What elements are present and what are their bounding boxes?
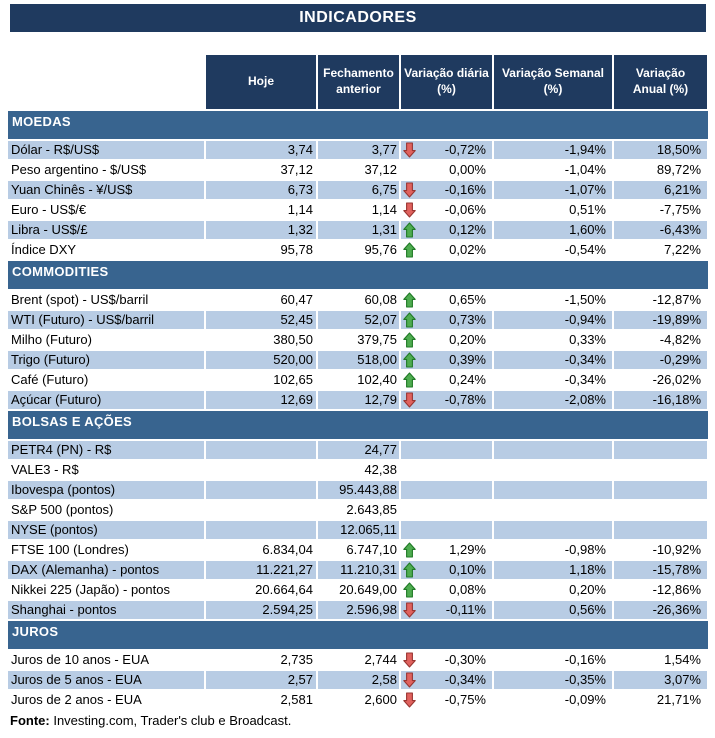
- up-arrow-icon: [403, 222, 416, 238]
- weekly-variation-value: -1,04%: [564, 162, 606, 177]
- hoje-value: 52,45: [206, 311, 316, 329]
- row-label: Juros de 2 anos - EUA: [11, 692, 142, 707]
- row-label: Shanghai - pontos: [8, 601, 204, 619]
- page-title: INDICADORES: [10, 4, 706, 32]
- down-arrow-icon: [403, 142, 416, 158]
- up-arrow-icon: [403, 562, 416, 578]
- row-label: Ibovespa (pontos): [8, 481, 204, 499]
- table-row: [8, 481, 708, 499]
- down-arrow-icon: [403, 202, 416, 218]
- weekly-variation-value: 0,56%: [494, 601, 612, 619]
- weekly-variation-value: -0,98%: [564, 542, 606, 557]
- row-label: Nikkei 225 (Japão) - pontos: [11, 582, 170, 597]
- up-arrow-icon: [403, 312, 416, 328]
- weekly-variation-value: 1,18%: [494, 561, 612, 579]
- daily-variation-value: -0,78%: [444, 392, 486, 407]
- fechamento-value: 1,14: [371, 202, 397, 217]
- weekly-variation-value: -0,09%: [564, 692, 606, 707]
- daily-variation-cell: [401, 141, 492, 159]
- weekly-variation-value: -1,07%: [494, 181, 612, 199]
- table-row: [8, 501, 708, 519]
- weekly-variation-value: -0,34%: [494, 351, 612, 369]
- daily-variation-value: -0,75%: [444, 692, 486, 707]
- daily-variation-cell: [401, 331, 492, 349]
- row-label: FTSE 100 (Londres): [11, 542, 129, 557]
- down-arrow-icon: [403, 602, 416, 618]
- row-label: DAX (Alemanha) - pontos: [8, 561, 204, 579]
- weekly-variation-value: -1,50%: [564, 292, 606, 307]
- weekly-variation-value: [494, 441, 612, 459]
- hoje-value: 6,73: [206, 181, 316, 199]
- up-arrow-icon: [403, 582, 416, 598]
- fechamento-value: 379,75: [357, 332, 397, 347]
- daily-variation-cell: [401, 441, 492, 459]
- annual-variation-value: -15,78%: [614, 561, 707, 579]
- weekly-variation-value: 1,60%: [494, 221, 612, 239]
- hoje-value: 2.594,25: [206, 601, 316, 619]
- hoje-value: 60,47: [280, 292, 313, 307]
- row-label: Juros de 10 anos - EUA: [11, 652, 150, 667]
- annual-variation-value: [614, 461, 707, 479]
- hoje-value: 20.664,64: [255, 582, 313, 597]
- daily-variation-value: 0,73%: [449, 312, 486, 327]
- daily-variation-value: 0,08%: [449, 582, 486, 597]
- annual-variation-value: -4,82%: [659, 332, 701, 347]
- weekly-variation-value: -0,54%: [564, 242, 606, 257]
- daily-variation-cell: [401, 561, 492, 579]
- fechamento-value: 24,77: [318, 441, 399, 459]
- hoje-value: [206, 481, 316, 499]
- column-header-variacao-semanal: [494, 55, 612, 109]
- label-column-spacer: [8, 55, 204, 109]
- hoje-value: 12,69: [206, 391, 316, 409]
- annual-variation-value: 18,50%: [614, 141, 707, 159]
- fechamento-value: 12,79: [318, 391, 399, 409]
- annual-variation-value: -6,43%: [614, 221, 707, 239]
- down-arrow-icon: [403, 692, 416, 708]
- table-row: [8, 561, 708, 579]
- fechamento-value: 12.065,11: [318, 521, 399, 539]
- daily-variation-value: 0,24%: [449, 372, 486, 387]
- row-label: Trigo (Futuro): [8, 351, 204, 369]
- daily-variation-cell: [401, 501, 492, 519]
- weekly-variation-value: 0,20%: [569, 582, 606, 597]
- annual-variation-value: 6,21%: [614, 181, 707, 199]
- weekly-variation-value: 0,51%: [569, 202, 606, 217]
- daily-variation-cell: [401, 221, 492, 239]
- section-header-bolsas-e-a-es: BOLSAS E AÇÕES: [8, 411, 708, 439]
- hoje-value: 95,78: [280, 242, 313, 257]
- weekly-variation-value: [494, 481, 612, 499]
- daily-variation-cell: [401, 391, 492, 409]
- column-header-line: Hoje: [247, 74, 274, 89]
- daily-variation-cell: [401, 651, 492, 669]
- down-arrow-icon: [403, 672, 416, 688]
- fechamento-value: 102,40: [357, 372, 397, 387]
- column-header-hoje: [206, 55, 316, 109]
- daily-variation-cell: [401, 581, 492, 599]
- daily-variation-value: -0,72%: [444, 142, 486, 157]
- annual-variation-value: -7,75%: [659, 202, 701, 217]
- daily-variation-value: 0,20%: [449, 332, 486, 347]
- daily-variation-cell: [401, 371, 492, 389]
- weekly-variation-value: 0,33%: [569, 332, 606, 347]
- row-label: PETR4 (PN) - R$: [8, 441, 204, 459]
- table-row: [8, 371, 708, 389]
- weekly-variation-value: -0,34%: [564, 372, 606, 387]
- table-row: [8, 311, 708, 329]
- weekly-variation-value: -2,08%: [494, 391, 612, 409]
- daily-variation-value: -0,11%: [445, 602, 486, 617]
- hoje-value: 380,50: [273, 332, 313, 347]
- table-body: [8, 111, 708, 709]
- hoje-value: [206, 501, 316, 519]
- fechamento-value: 95,76: [364, 242, 397, 257]
- row-label: Café (Futuro): [11, 372, 89, 387]
- fechamento-value: 1,31: [318, 221, 399, 239]
- table-row: [8, 331, 708, 349]
- table-row: [8, 221, 708, 239]
- daily-variation-value: 0,00%: [449, 162, 486, 177]
- up-arrow-icon: [403, 542, 416, 558]
- row-label: WTI (Futuro) - US$/barril: [8, 311, 204, 329]
- hoje-value: 2,57: [206, 671, 316, 689]
- source-note: [8, 712, 708, 730]
- fechamento-value: 2,744: [364, 652, 397, 667]
- column-header-line: Variação: [635, 66, 686, 81]
- daily-variation-cell: [401, 481, 492, 499]
- table-row: [8, 521, 708, 539]
- hoje-value: 1,14: [287, 202, 313, 217]
- down-arrow-icon: [403, 392, 416, 408]
- daily-variation-cell: [401, 351, 492, 369]
- table-row: [8, 241, 708, 259]
- column-header-line: anterior: [336, 82, 381, 96]
- fechamento-value: 2,58: [318, 671, 399, 689]
- table-row: [8, 441, 708, 459]
- column-header-line: (%): [543, 82, 563, 96]
- column-header-line: (%): [437, 82, 456, 96]
- hoje-value: [206, 441, 316, 459]
- daily-variation-cell: [401, 601, 492, 619]
- row-label: Libra - US$/£: [8, 221, 204, 239]
- up-arrow-icon: [403, 372, 416, 388]
- daily-variation-cell: [401, 241, 492, 259]
- table-row: [8, 161, 708, 179]
- fechamento-value: 6.747,10: [346, 542, 397, 557]
- row-label: VALE3 - R$: [11, 462, 79, 477]
- fechamento-value: 52,07: [318, 311, 399, 329]
- daily-variation-value: 0,10%: [449, 562, 486, 577]
- annual-variation-value: [614, 481, 707, 499]
- down-arrow-icon: [403, 652, 416, 668]
- annual-variation-value: 3,07%: [614, 671, 707, 689]
- section-header-commodities: COMMODITIES: [8, 261, 708, 289]
- annual-variation-value: [614, 441, 707, 459]
- table-row: [8, 391, 708, 409]
- table-row: [8, 581, 708, 599]
- down-arrow-icon: [403, 182, 416, 198]
- hoje-value: 102,65: [273, 372, 313, 387]
- weekly-variation-value: [494, 461, 612, 479]
- column-header-fechamento-anterior: [318, 55, 399, 109]
- row-label: Euro - US$/€: [11, 202, 87, 217]
- column-header-variacao-diaria: [401, 55, 492, 109]
- annual-variation-value: -26,36%: [614, 601, 707, 619]
- table-row: [8, 351, 708, 369]
- daily-variation-cell: [401, 161, 492, 179]
- annual-variation-value: 21,71%: [656, 692, 701, 707]
- annual-variation-value: 7,22%: [664, 242, 701, 257]
- annual-variation-value: [614, 501, 707, 519]
- hoje-value: [206, 521, 316, 539]
- table-row: [8, 141, 708, 159]
- fechamento-value: 20.649,00: [339, 582, 397, 597]
- annual-variation-value: -16,18%: [614, 391, 707, 409]
- daily-variation-cell: [401, 461, 492, 479]
- hoje-value: 3,74: [206, 141, 316, 159]
- weekly-variation-value: [494, 521, 612, 539]
- up-arrow-icon: [403, 352, 416, 368]
- annual-variation-value: -0,29%: [614, 351, 707, 369]
- daily-variation-value: -0,30%: [444, 652, 486, 667]
- row-label: NYSE (pontos): [8, 521, 204, 539]
- daily-variation-value: 0,12%: [449, 222, 486, 237]
- hoje-value: 520,00: [206, 351, 316, 369]
- row-label: Índice DXY: [11, 242, 77, 257]
- daily-variation-cell: [401, 291, 492, 309]
- daily-variation-cell: [401, 521, 492, 539]
- row-label: Peso argentino - $/US$: [11, 162, 147, 177]
- fechamento-value: 95.443,88: [318, 481, 399, 499]
- hoje-value: [206, 461, 316, 479]
- annual-variation-value: -12,86%: [652, 582, 701, 597]
- row-label: Milho (Futuro): [11, 332, 92, 347]
- up-arrow-icon: [403, 332, 416, 348]
- weekly-variation-value: [494, 501, 612, 519]
- table-row: [8, 651, 708, 669]
- fechamento-value: 60,08: [364, 292, 397, 307]
- annual-variation-value: [614, 521, 707, 539]
- daily-variation-cell: [401, 181, 492, 199]
- table-row: [8, 671, 708, 689]
- table-row: [8, 291, 708, 309]
- daily-variation-value: 0,39%: [449, 352, 486, 367]
- annual-variation-value: 89,72%: [656, 162, 701, 177]
- column-header-row: [8, 55, 708, 109]
- weekly-variation-value: -0,16%: [564, 652, 606, 667]
- daily-variation-value: -0,34%: [444, 672, 486, 687]
- up-arrow-icon: [403, 242, 416, 258]
- hoje-value: 2,581: [280, 692, 313, 707]
- row-label: Açúcar (Futuro): [8, 391, 204, 409]
- fechamento-value: 2,600: [364, 692, 397, 707]
- annual-variation-value: 1,54%: [664, 652, 701, 667]
- hoje-value: 37,12: [280, 162, 313, 177]
- daily-variation-cell: [401, 671, 492, 689]
- annual-variation-value: -10,92%: [652, 542, 701, 557]
- table-row: [8, 691, 708, 709]
- daily-variation-value: -0,16%: [444, 182, 486, 197]
- annual-variation-value: -12,87%: [652, 292, 701, 307]
- hoje-value: 1,32: [206, 221, 316, 239]
- daily-variation-cell: [401, 691, 492, 709]
- fechamento-value: 2.643,85: [346, 502, 397, 517]
- table-row: [8, 601, 708, 619]
- fechamento-value: 518,00: [318, 351, 399, 369]
- hoje-value: 6.834,04: [262, 542, 313, 557]
- hoje-value: 11.221,27: [206, 561, 316, 579]
- section-header-juros: JUROS: [8, 621, 708, 649]
- daily-variation-cell: [401, 311, 492, 329]
- weekly-variation-value: -0,94%: [494, 311, 612, 329]
- fechamento-value: 37,12: [364, 162, 397, 177]
- row-label: S&P 500 (pontos): [11, 502, 114, 517]
- daily-variation-cell: [401, 201, 492, 219]
- row-label: Dólar - R$/US$: [8, 141, 204, 159]
- annual-variation-value: -19,89%: [614, 311, 707, 329]
- daily-variation-value: -0,06%: [444, 202, 486, 217]
- source-label: Fonte:: [10, 713, 50, 728]
- table-row: [8, 461, 708, 479]
- section-header-moedas: MOEDAS: [8, 111, 708, 139]
- table-row: [8, 181, 708, 199]
- weekly-variation-value: -1,94%: [494, 141, 612, 159]
- source-text: Investing.com, Trader's club e Broadcast.: [49, 713, 292, 728]
- fechamento-value: 42,38: [364, 462, 397, 477]
- daily-variation-cell: [401, 541, 492, 559]
- up-arrow-icon: [403, 292, 416, 308]
- table-row: [8, 201, 708, 219]
- row-label: Brent (spot) - US$/barril: [11, 292, 149, 307]
- row-label: Juros de 5 anos - EUA: [8, 671, 204, 689]
- fechamento-value: 3,77: [318, 141, 399, 159]
- column-header-line: Fechamento: [323, 66, 394, 81]
- daily-variation-value: 0,65%: [449, 292, 486, 307]
- column-header-line: Variação Semanal: [501, 66, 605, 81]
- column-header-line: Anual (%): [632, 82, 689, 96]
- column-header-line: Variação diária: [404, 66, 489, 81]
- hoje-value: 2,735: [280, 652, 313, 667]
- weekly-variation-value: -0,35%: [494, 671, 612, 689]
- fechamento-value: 2.596,98: [318, 601, 399, 619]
- column-header-variacao-anual: [614, 55, 707, 109]
- annual-variation-value: -26,02%: [652, 372, 701, 387]
- table-row: [8, 541, 708, 559]
- daily-variation-value: 0,02%: [449, 242, 486, 257]
- daily-variation-value: 1,29%: [449, 542, 486, 557]
- row-label: Yuan Chinês - ¥/US$: [8, 181, 204, 199]
- fechamento-value: 6,75: [318, 181, 399, 199]
- fechamento-value: 11.210,31: [318, 561, 399, 579]
